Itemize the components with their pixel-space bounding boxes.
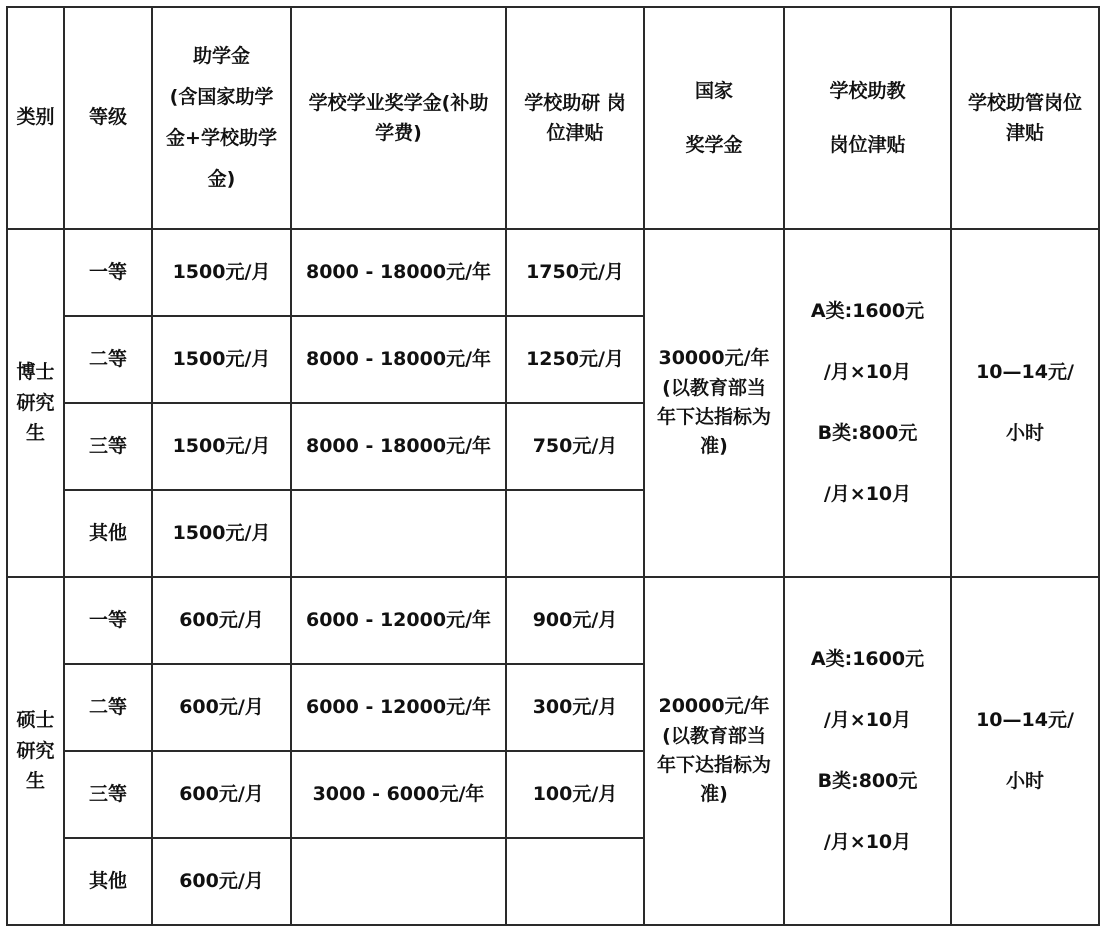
stipend-cell: 600元/月 xyxy=(152,838,291,925)
header-row xyxy=(7,7,1099,229)
academic-scholarship-cell: 8000 - 18000元/年 xyxy=(291,316,506,403)
academic-scholarship-cell xyxy=(291,838,506,925)
header-teaching-assistant: 学校助教 岗位津贴 xyxy=(784,7,951,229)
national-scholarship-cell: 20000元/年 (以教育部当 年下达指标为 准) xyxy=(644,577,784,925)
category-cell-doctoral: 博士 研究 生 xyxy=(7,229,64,577)
research-assistant-cell: 750元/月 xyxy=(506,403,644,490)
header-stipend: 助学金 (含国家助学 金+学校助学 金) xyxy=(152,7,291,229)
stipend-cell: 600元/月 xyxy=(152,664,291,751)
research-assistant-cell: 900元/月 xyxy=(506,577,644,664)
research-assistant-cell: 300元/月 xyxy=(506,664,644,751)
stipend-cell: 1500元/月 xyxy=(152,316,291,403)
academic-scholarship-cell: 3000 - 6000元/年 xyxy=(291,751,506,838)
research-assistant-cell: 100元/月 xyxy=(506,751,644,838)
research-assistant-cell: 1750元/月 xyxy=(506,229,644,316)
academic-scholarship-cell: 8000 - 18000元/年 xyxy=(291,229,506,316)
teaching-assistant-cell: A类:1600元 /月×10月 B类:800元 /月×10月 xyxy=(784,229,951,577)
table-row xyxy=(7,577,1099,664)
category-cell-masters: 硕士 研究 生 xyxy=(7,577,64,925)
table-row xyxy=(7,229,1099,316)
grade-cell: 其他 xyxy=(64,490,152,577)
research-assistant-cell xyxy=(506,838,644,925)
admin-assistant-cell: 10—14元/ 小时 xyxy=(951,229,1099,577)
academic-scholarship-cell xyxy=(291,490,506,577)
teaching-assistant-cell: A类:1600元 /月×10月 B类:800元 /月×10月 xyxy=(784,577,951,925)
grade-cell: 三等 xyxy=(64,403,152,490)
header-national-scholarship: 国家 奖学金 xyxy=(644,7,784,229)
grade-cell: 二等 xyxy=(64,664,152,751)
research-assistant-cell xyxy=(506,490,644,577)
header-grade: 等级 xyxy=(64,7,152,229)
scholarship-table xyxy=(6,6,1100,926)
stipend-cell: 1500元/月 xyxy=(152,403,291,490)
stipend-cell: 1500元/月 xyxy=(152,490,291,577)
grade-cell: 二等 xyxy=(64,316,152,403)
stipend-cell: 1500元/月 xyxy=(152,229,291,316)
header-research-assistant: 学校助研 岗 位津贴 xyxy=(506,7,644,229)
stipend-cell: 600元/月 xyxy=(152,577,291,664)
header-category: 类别 xyxy=(7,7,64,229)
grade-cell: 其他 xyxy=(64,838,152,925)
academic-scholarship-cell: 6000 - 12000元/年 xyxy=(291,664,506,751)
grade-cell: 一等 xyxy=(64,229,152,316)
header-academic-scholarship: 学校学业奖学金(补助 学费) xyxy=(291,7,506,229)
grade-cell: 一等 xyxy=(64,577,152,664)
academic-scholarship-cell: 6000 - 12000元/年 xyxy=(291,577,506,664)
research-assistant-cell: 1250元/月 xyxy=(506,316,644,403)
header-admin-assistant: 学校助管岗位 津贴 xyxy=(951,7,1099,229)
national-scholarship-cell: 30000元/年 (以教育部当 年下达指标为 准) xyxy=(644,229,784,577)
academic-scholarship-cell: 8000 - 18000元/年 xyxy=(291,403,506,490)
grade-cell: 三等 xyxy=(64,751,152,838)
stipend-cell: 600元/月 xyxy=(152,751,291,838)
admin-assistant-cell: 10—14元/ 小时 xyxy=(951,577,1099,925)
